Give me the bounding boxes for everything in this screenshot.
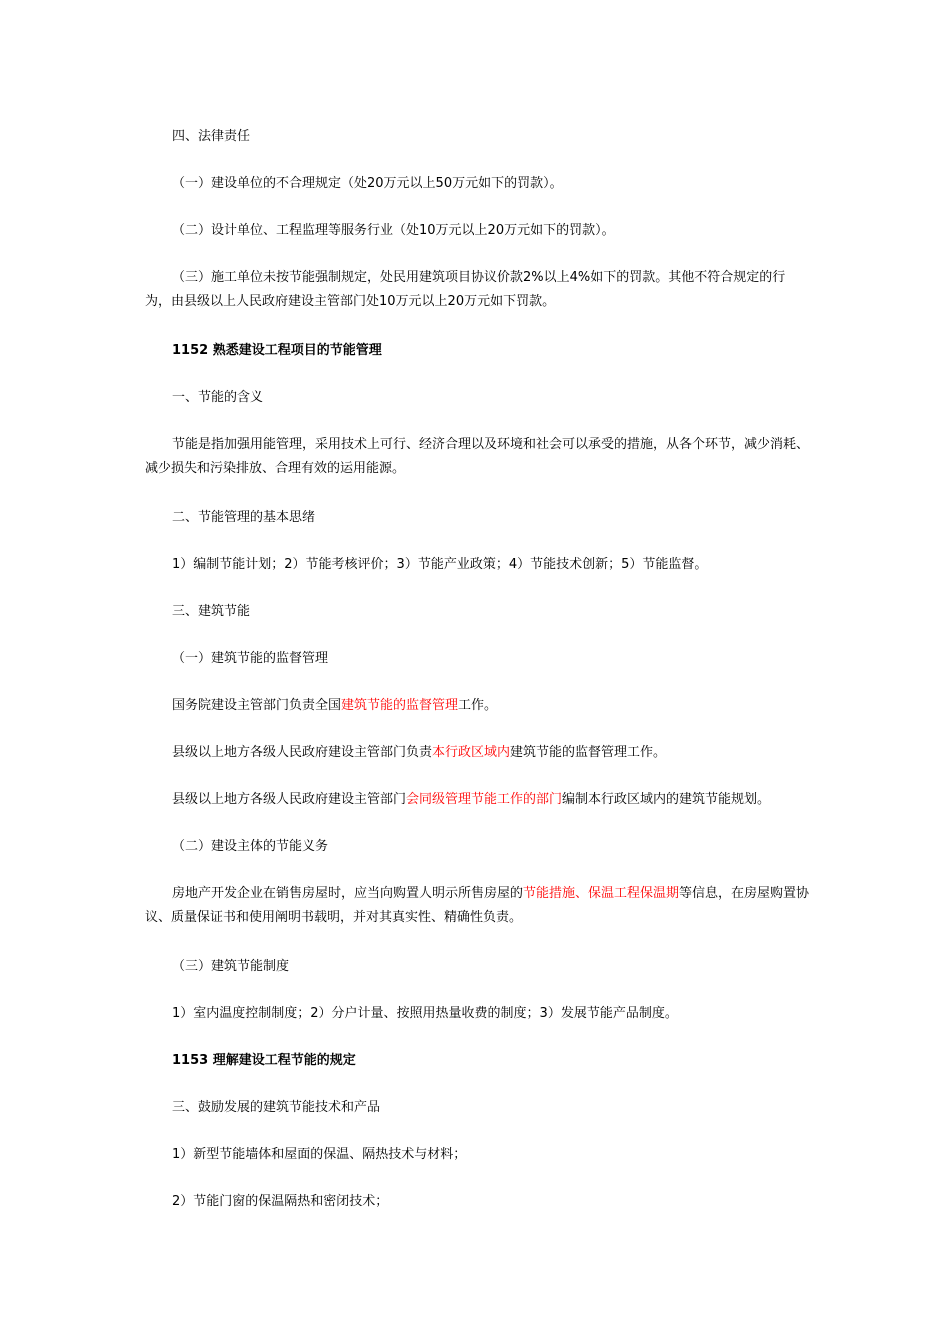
system-text: 1）室内温度控制制度；2）分户计量、按照用热量收费的制度；3）发展节能产品制度。 [172, 1006, 678, 1021]
sup2-text-b: 建筑节能的监督管理工作。 [510, 745, 667, 760]
legal-item-3: （三）施工单位未按节能强制规定，处民用建筑项目协议价款2%以上4%如下的罚款。其他不符合规定的行为，由县级以上人民政府建设主管部门处10万元以上20万元如下罚款。 [145, 270, 786, 309]
duty-highlight: 节能措施、保温工程保温期 [523, 886, 680, 901]
building-heading: 三、建筑节能 [172, 604, 251, 619]
sup3-highlight: 会同级管理节能工作的部门 [406, 792, 563, 807]
sup1-text-b: 工作。 [458, 698, 498, 713]
idea-text: 1）编制节能计划；2）节能考核评价；3）节能产业政策；4）节能技术创新；5）节能监督。 [172, 557, 708, 572]
duty-text-a: 房地产开发企业在销售房屋时，应当向购置人明示所售房屋的 [172, 886, 524, 901]
supervision-para-3 [145, 788, 810, 812]
supervision-para-2 [145, 741, 810, 765]
sup1-highlight: 建筑节能的监督管理 [341, 698, 459, 713]
section-1153-heading: 1153 理解建设工程节能的规定 [172, 1053, 356, 1068]
tech-item-1: 1）新型节能墙体和屋面的保温、隔热技术与材料； [172, 1147, 467, 1162]
sup1-text-a: 国务院建设主管部门负责全国 [172, 698, 342, 713]
meaning-text: 节能是指加强用能管理，采用技术上可行、经济合理以及环境和社会可以承受的措施，从各个环节，减少消耗、减少损失和污染排放、合理有效的运用能源。 [145, 437, 810, 476]
sup3-text-a: 县级以上地方各级人民政府建设主管部门 [172, 792, 407, 807]
supervision-para-1 [145, 694, 810, 718]
tech-heading: 三、鼓励发展的建筑节能技术和产品 [172, 1100, 381, 1115]
legal-item-2: （二）设计单位、工程监理等服务行业（处10万元以上20万元如下的罚款）。 [172, 223, 615, 238]
duty-para [145, 882, 810, 930]
section-1152-heading: 1152 熟悉建设工程项目的节能管理 [172, 343, 382, 358]
idea-heading: 二、节能管理的基本思绪 [172, 510, 316, 525]
duty-heading: （二）建设主体的节能义务 [172, 839, 329, 854]
meaning-heading: 一、节能的含义 [172, 390, 264, 405]
sup2-text-a: 县级以上地方各级人民政府建设主管部门负责 [172, 745, 433, 760]
supervision-heading: （一）建筑节能的监督管理 [172, 651, 329, 666]
legal-item-1: （一）建设单位的不合理规定（处20万元以上50万元如下的罚款）。 [172, 176, 563, 191]
legal-heading: 四、法律责任 [172, 129, 251, 144]
duty-text-b: 等信息，在房屋购置协议、质量保证书和使用阐明书载明，并对其真实性、精确性负责。 [145, 886, 810, 925]
sup2-highlight: 本行政区域内 [432, 745, 511, 760]
system-heading: （三）建筑节能制度 [172, 959, 290, 974]
tech-item-2: 2）节能门窗的保温隔热和密闭技术； [172, 1194, 389, 1209]
sup3-text-b: 编制本行政区域内的建筑节能规划。 [562, 792, 771, 807]
